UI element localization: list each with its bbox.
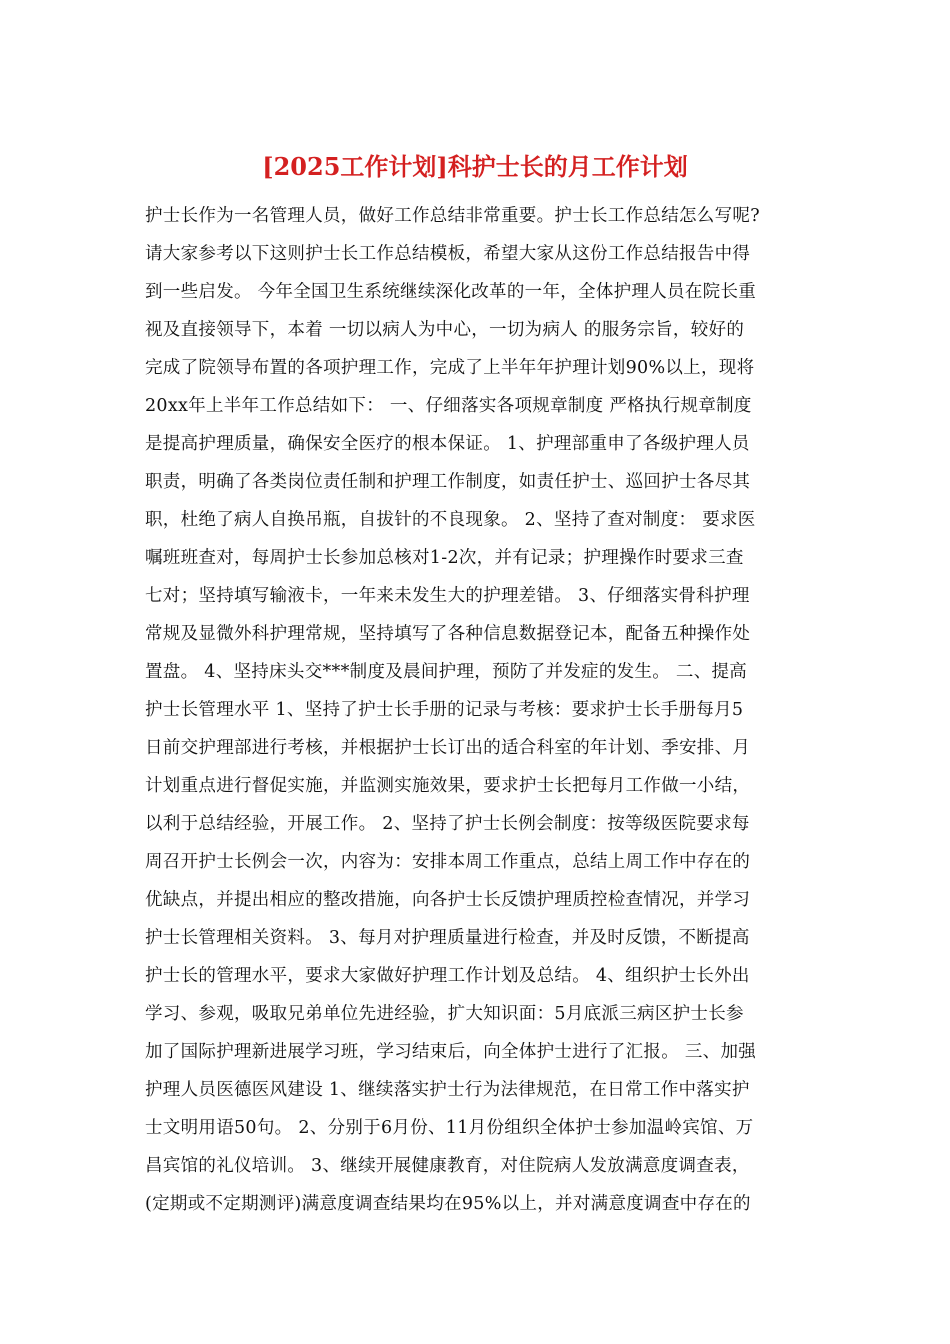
body-line: 20xx年上半年工作总结如下： 一、仔细落实各项规章制度 严格执行规章制度: [145, 396, 752, 416]
document-title: [2025工作计划]科护士长的月工作计划: [262, 152, 688, 181]
body-line: 职，杜绝了病人自换吊瓶，自拔针的不良现象。 2、坚持了查对制度： 要求医: [145, 510, 756, 530]
body-line: 请大家参考以下这则护士长工作总结模板，希望大家从这份工作总结报告中得: [145, 244, 751, 264]
body-line: 常规及显微外科护理常规，坚持填写了各种信息数据登记本，配备五种操作处: [145, 624, 751, 644]
document-body: [145, 197, 805, 1223]
body-line: 日前交护理部进行考核，并根据护士长订出的适合科室的年计划、季安排、月: [145, 738, 751, 758]
body-line: 周召开护士长例会一次，内容为：安排本周工作重点，总结上周工作中存在的: [145, 852, 751, 872]
body-line: 优缺点，并提出相应的整改措施，向各护士长反馈护理质控检查情况，并学习: [145, 890, 751, 910]
body-line: 置盘。 4、坚持床头交***制度及晨间护理，预防了并发症的发生。 二、提高: [145, 662, 748, 682]
body-line: 视及直接领导下，本着 一切以病人为中心，一切为病人 的服务宗旨，较好的: [145, 320, 745, 340]
body-line: 护士长管理相关资料。 3、每月对护理质量进行检查，并及时反馈，不断提高: [145, 928, 750, 948]
body-line: 是提高护理质量，确保安全医疗的根本保证。 1、护理部重申了各级护理人员: [145, 434, 750, 454]
body-line: 加了国际护理新进展学习班，学习结束后，向全体护士进行了汇报。 三、加强: [145, 1042, 757, 1062]
body-line: 士文明用语50句。 2、分别于6月份、11月份组织全体护士参加温岭宾馆、万: [145, 1118, 754, 1138]
body-line: 护士长管理水平 1、坚持了护士长手册的记录与考核：要求护士长手册每月5: [145, 700, 744, 720]
body-line: 计划重点进行督促实施，并监测实施效果，要求护士长把每月工作做一小结，: [145, 776, 751, 796]
body-line: 到一些启发。 今年全国卫生系统继续深化改革的一年，全体护理人员在院长重: [145, 282, 757, 302]
body-line: 以利于总结经验，开展工作。 2、坚持了护士长例会制度：按等级医院要求每: [145, 814, 750, 834]
body-line: 职责，明确了各类岗位责任制和护理工作制度，如责任护士、巡回护士各尽其: [145, 472, 751, 492]
body-line: 护士长的管理水平，要求大家做好护理工作计划及总结。 4、组织护士长外出: [145, 966, 750, 986]
body-line: 嘱班班查对，每周护士长参加总核对1-2次，并有记录；护理操作时要求三查: [145, 548, 744, 568]
body-line: 护理人员医德医风建设 1、继续落实护士行为法律规范，在日常工作中落实护: [145, 1080, 750, 1100]
body-line: 完成了院领导布置的各项护理工作，完成了上半年年护理计划90%以上，现将: [145, 358, 755, 378]
body-line: 护士长作为一名管理人员，做好工作总结非常重要。护士长工作总结怎么写呢?: [145, 206, 760, 226]
body-line: 七对；坚持填写输液卡，一年来未发生大的护理差错。 3、仔细落实骨科护理: [145, 586, 750, 606]
body-line: 学习、参观，吸取兄弟单位先进经验，扩大知识面：5月底派三病区护士长参: [145, 1004, 744, 1024]
body-line: 昌宾馆的礼仪培训。 3、继续开展健康教育，对住院病人发放满意度调查表，: [145, 1156, 750, 1176]
body-line: (定期或不定期测评)满意度调查结果均在95%以上，并对满意度调查中存在的: [145, 1194, 751, 1214]
